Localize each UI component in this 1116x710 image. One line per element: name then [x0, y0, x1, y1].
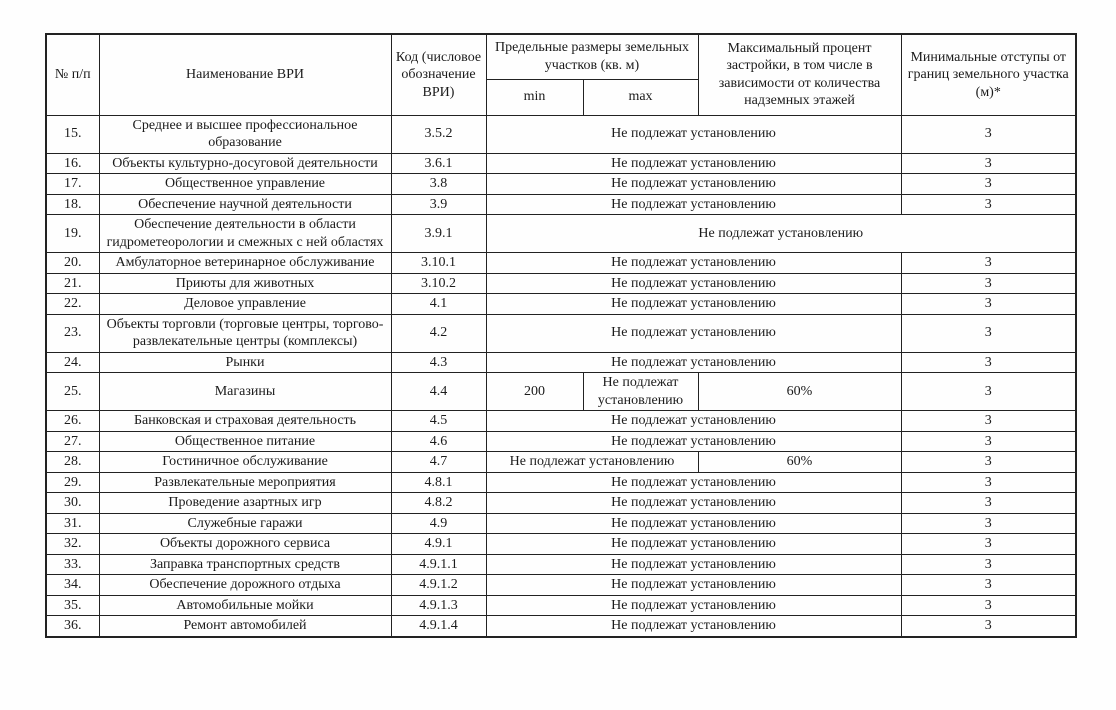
table-row: [46, 431, 1076, 452]
cell-restriction-merged: Не подлежат установлению: [486, 153, 901, 174]
cell-setback: 3: [901, 534, 1076, 555]
cell-vri-code: 4.7: [391, 452, 486, 473]
cell-setback: 3: [901, 294, 1076, 315]
cell-restriction-merged: Не подлежат установлению: [486, 314, 901, 352]
cell-vri-code: 3.6.1: [391, 153, 486, 174]
header-size-limits: Предельные размеры земельных участков (кв. м): [486, 34, 698, 79]
cell-vri-code: 3.10.1: [391, 253, 486, 274]
cell-setback: 3: [901, 373, 1076, 411]
cell-vri-code: 4.2: [391, 314, 486, 352]
table-row: [46, 595, 1076, 616]
cell-vri-code: 4.9.1.2: [391, 575, 486, 596]
cell-vri-name: Деловое управление: [99, 294, 391, 315]
cell-row-number: 30.: [46, 493, 99, 514]
cell-vri-name: Объекты культурно-досуговой деятельности: [99, 153, 391, 174]
cell-row-number: 21.: [46, 273, 99, 294]
cell-setback: 3: [901, 314, 1076, 352]
cell-setback: 3: [901, 253, 1076, 274]
cell-vri-code: 4.4: [391, 373, 486, 411]
cell-row-number: 29.: [46, 472, 99, 493]
cell-row-number: 22.: [46, 294, 99, 315]
cell-vri-code: 4.8.1: [391, 472, 486, 493]
cell-vri-code: 4.9: [391, 513, 486, 534]
cell-row-number: 25.: [46, 373, 99, 411]
cell-vri-code: 4.8.2: [391, 493, 486, 514]
cell-vri-code: 4.3: [391, 352, 486, 373]
cell-restriction-merged: Не подлежат установлению: [486, 352, 901, 373]
cell-row-number: 26.: [46, 411, 99, 432]
table-row: [46, 215, 1076, 253]
table-row: [46, 194, 1076, 215]
table-row: [46, 352, 1076, 373]
cell-setback: 3: [901, 493, 1076, 514]
header-build-percent: Максимальный процент застройки, в том числе в зависимости от количества надземных этажей: [698, 34, 901, 115]
cell-row-number: 28.: [46, 452, 99, 473]
cell-size-min: 200: [486, 373, 583, 411]
cell-row-number: 16.: [46, 153, 99, 174]
cell-row-number: 15.: [46, 115, 99, 153]
cell-restriction-merged: Не подлежат установлению: [486, 595, 901, 616]
cell-vri-name: Рынки: [99, 352, 391, 373]
cell-restriction-merged: Не подлежат установлению: [486, 513, 901, 534]
cell-row-number: 18.: [46, 194, 99, 215]
header-vri-code: Код (числовое обозначение ВРИ): [391, 34, 486, 115]
cell-vri-name: Развлекательные мероприятия: [99, 472, 391, 493]
table-row: [46, 174, 1076, 195]
cell-vri-name: Амбулаторное ветеринарное обслуживание: [99, 253, 391, 274]
cell-vri-code: 4.9.1: [391, 534, 486, 555]
header-size-min: min: [486, 79, 583, 115]
cell-row-number: 35.: [46, 595, 99, 616]
cell-vri-code: 3.5.2: [391, 115, 486, 153]
cell-vri-name: Обеспечение дорожного отдыха: [99, 575, 391, 596]
table-header: [46, 34, 1076, 115]
cell-vri-name: Ремонт автомобилей: [99, 616, 391, 637]
header-size-max: max: [583, 79, 698, 115]
cell-setback: 3: [901, 616, 1076, 637]
cell-row-number: 32.: [46, 534, 99, 555]
vri-regulations-table: [45, 33, 1077, 638]
cell-row-number: 19.: [46, 215, 99, 253]
cell-vri-name: Автомобильные мойки: [99, 595, 391, 616]
table-row: [46, 575, 1076, 596]
cell-size-max: Не подлежат установлению: [583, 373, 698, 411]
cell-vri-name: Обеспечение деятельности в области гидрометеорологии и смежных с ней областях: [99, 215, 391, 253]
cell-restriction-merged: Не подлежат установлению: [486, 411, 901, 432]
cell-vri-code: 4.9.1.3: [391, 595, 486, 616]
cell-vri-name: Служебные гаражи: [99, 513, 391, 534]
cell-build-percent: 60%: [698, 373, 901, 411]
cell-setback: 3: [901, 352, 1076, 373]
cell-vri-code: 3.10.2: [391, 273, 486, 294]
header-vri-name: Наименование ВРИ: [99, 34, 391, 115]
header-min-setback: Минимальные отступы от границ земельного участка (м)*: [901, 34, 1076, 115]
cell-restriction-merged: Не подлежат установлению: [486, 472, 901, 493]
cell-vri-name: Заправка транспортных средств: [99, 554, 391, 575]
cell-restriction-merged: Не подлежат установлению: [486, 194, 901, 215]
cell-vri-name: Объекты дорожного сервиса: [99, 534, 391, 555]
cell-setback: 3: [901, 153, 1076, 174]
table-row: [46, 153, 1076, 174]
table-row: [46, 294, 1076, 315]
cell-minmax-merged: Не подлежат установлению: [486, 452, 698, 473]
table-row: [46, 472, 1076, 493]
cell-setback: 3: [901, 115, 1076, 153]
cell-row-number: 17.: [46, 174, 99, 195]
cell-restriction-merged: Не подлежат установлению: [486, 215, 1076, 253]
cell-setback: 3: [901, 452, 1076, 473]
table-row: [46, 452, 1076, 473]
header-row-number: № п/п: [46, 34, 99, 115]
cell-row-number: 31.: [46, 513, 99, 534]
cell-row-number: 24.: [46, 352, 99, 373]
cell-restriction-merged: Не подлежат установлению: [486, 554, 901, 575]
cell-setback: 3: [901, 595, 1076, 616]
cell-restriction-merged: Не подлежат установлению: [486, 294, 901, 315]
cell-setback: 3: [901, 575, 1076, 596]
cell-row-number: 36.: [46, 616, 99, 637]
cell-setback: 3: [901, 273, 1076, 294]
cell-vri-code: 3.9: [391, 194, 486, 215]
cell-vri-name: Обеспечение научной деятельности: [99, 194, 391, 215]
cell-vri-name: Среднее и высшее профессиональное образование: [99, 115, 391, 153]
cell-build-percent: 60%: [698, 452, 901, 473]
cell-row-number: 33.: [46, 554, 99, 575]
table-row: [46, 115, 1076, 153]
cell-row-number: 23.: [46, 314, 99, 352]
cell-setback: 3: [901, 554, 1076, 575]
cell-setback: 3: [901, 174, 1076, 195]
cell-restriction-merged: Не подлежат установлению: [486, 616, 901, 637]
cell-vri-name: Проведение азартных игр: [99, 493, 391, 514]
table-row: [46, 493, 1076, 514]
cell-vri-name: Общественное управление: [99, 174, 391, 195]
table-row: [46, 314, 1076, 352]
table-row: [46, 253, 1076, 274]
cell-setback: 3: [901, 513, 1076, 534]
cell-restriction-merged: Не подлежат установлению: [486, 534, 901, 555]
cell-restriction-merged: Не подлежат установлению: [486, 431, 901, 452]
cell-vri-name: Приюты для животных: [99, 273, 391, 294]
cell-vri-code: 3.8: [391, 174, 486, 195]
cell-setback: 3: [901, 472, 1076, 493]
cell-vri-code: 4.9.1.4: [391, 616, 486, 637]
cell-vri-code: 3.9.1: [391, 215, 486, 253]
cell-vri-code: 4.1: [391, 294, 486, 315]
cell-vri-name: Объекты торговли (торговые центры, торгово-развлекательные центры (комплексы): [99, 314, 391, 352]
table-row: [46, 273, 1076, 294]
cell-vri-name: Магазины: [99, 373, 391, 411]
table-row: [46, 616, 1076, 637]
table-body: [46, 115, 1076, 637]
cell-restriction-merged: Не подлежат установлению: [486, 493, 901, 514]
cell-restriction-merged: Не подлежат установлению: [486, 115, 901, 153]
table-row: [46, 534, 1076, 555]
cell-vri-name: Общественное питание: [99, 431, 391, 452]
cell-vri-name: Банковская и страховая деятельность: [99, 411, 391, 432]
cell-setback: 3: [901, 431, 1076, 452]
cell-setback: 3: [901, 411, 1076, 432]
table-row: [46, 554, 1076, 575]
cell-restriction-merged: Не подлежат установлению: [486, 575, 901, 596]
table-row: [46, 411, 1076, 432]
table-row: [46, 373, 1076, 411]
cell-vri-name: Гостиничное обслуживание: [99, 452, 391, 473]
table-row: [46, 513, 1076, 534]
cell-restriction-merged: Не подлежат установлению: [486, 273, 901, 294]
cell-restriction-merged: Не подлежат установлению: [486, 253, 901, 274]
cell-row-number: 34.: [46, 575, 99, 596]
cell-row-number: 27.: [46, 431, 99, 452]
cell-setback: 3: [901, 194, 1076, 215]
cell-vri-code: 4.9.1.1: [391, 554, 486, 575]
cell-vri-code: 4.5: [391, 411, 486, 432]
cell-row-number: 20.: [46, 253, 99, 274]
cell-vri-code: 4.6: [391, 431, 486, 452]
cell-restriction-merged: Не подлежат установлению: [486, 174, 901, 195]
